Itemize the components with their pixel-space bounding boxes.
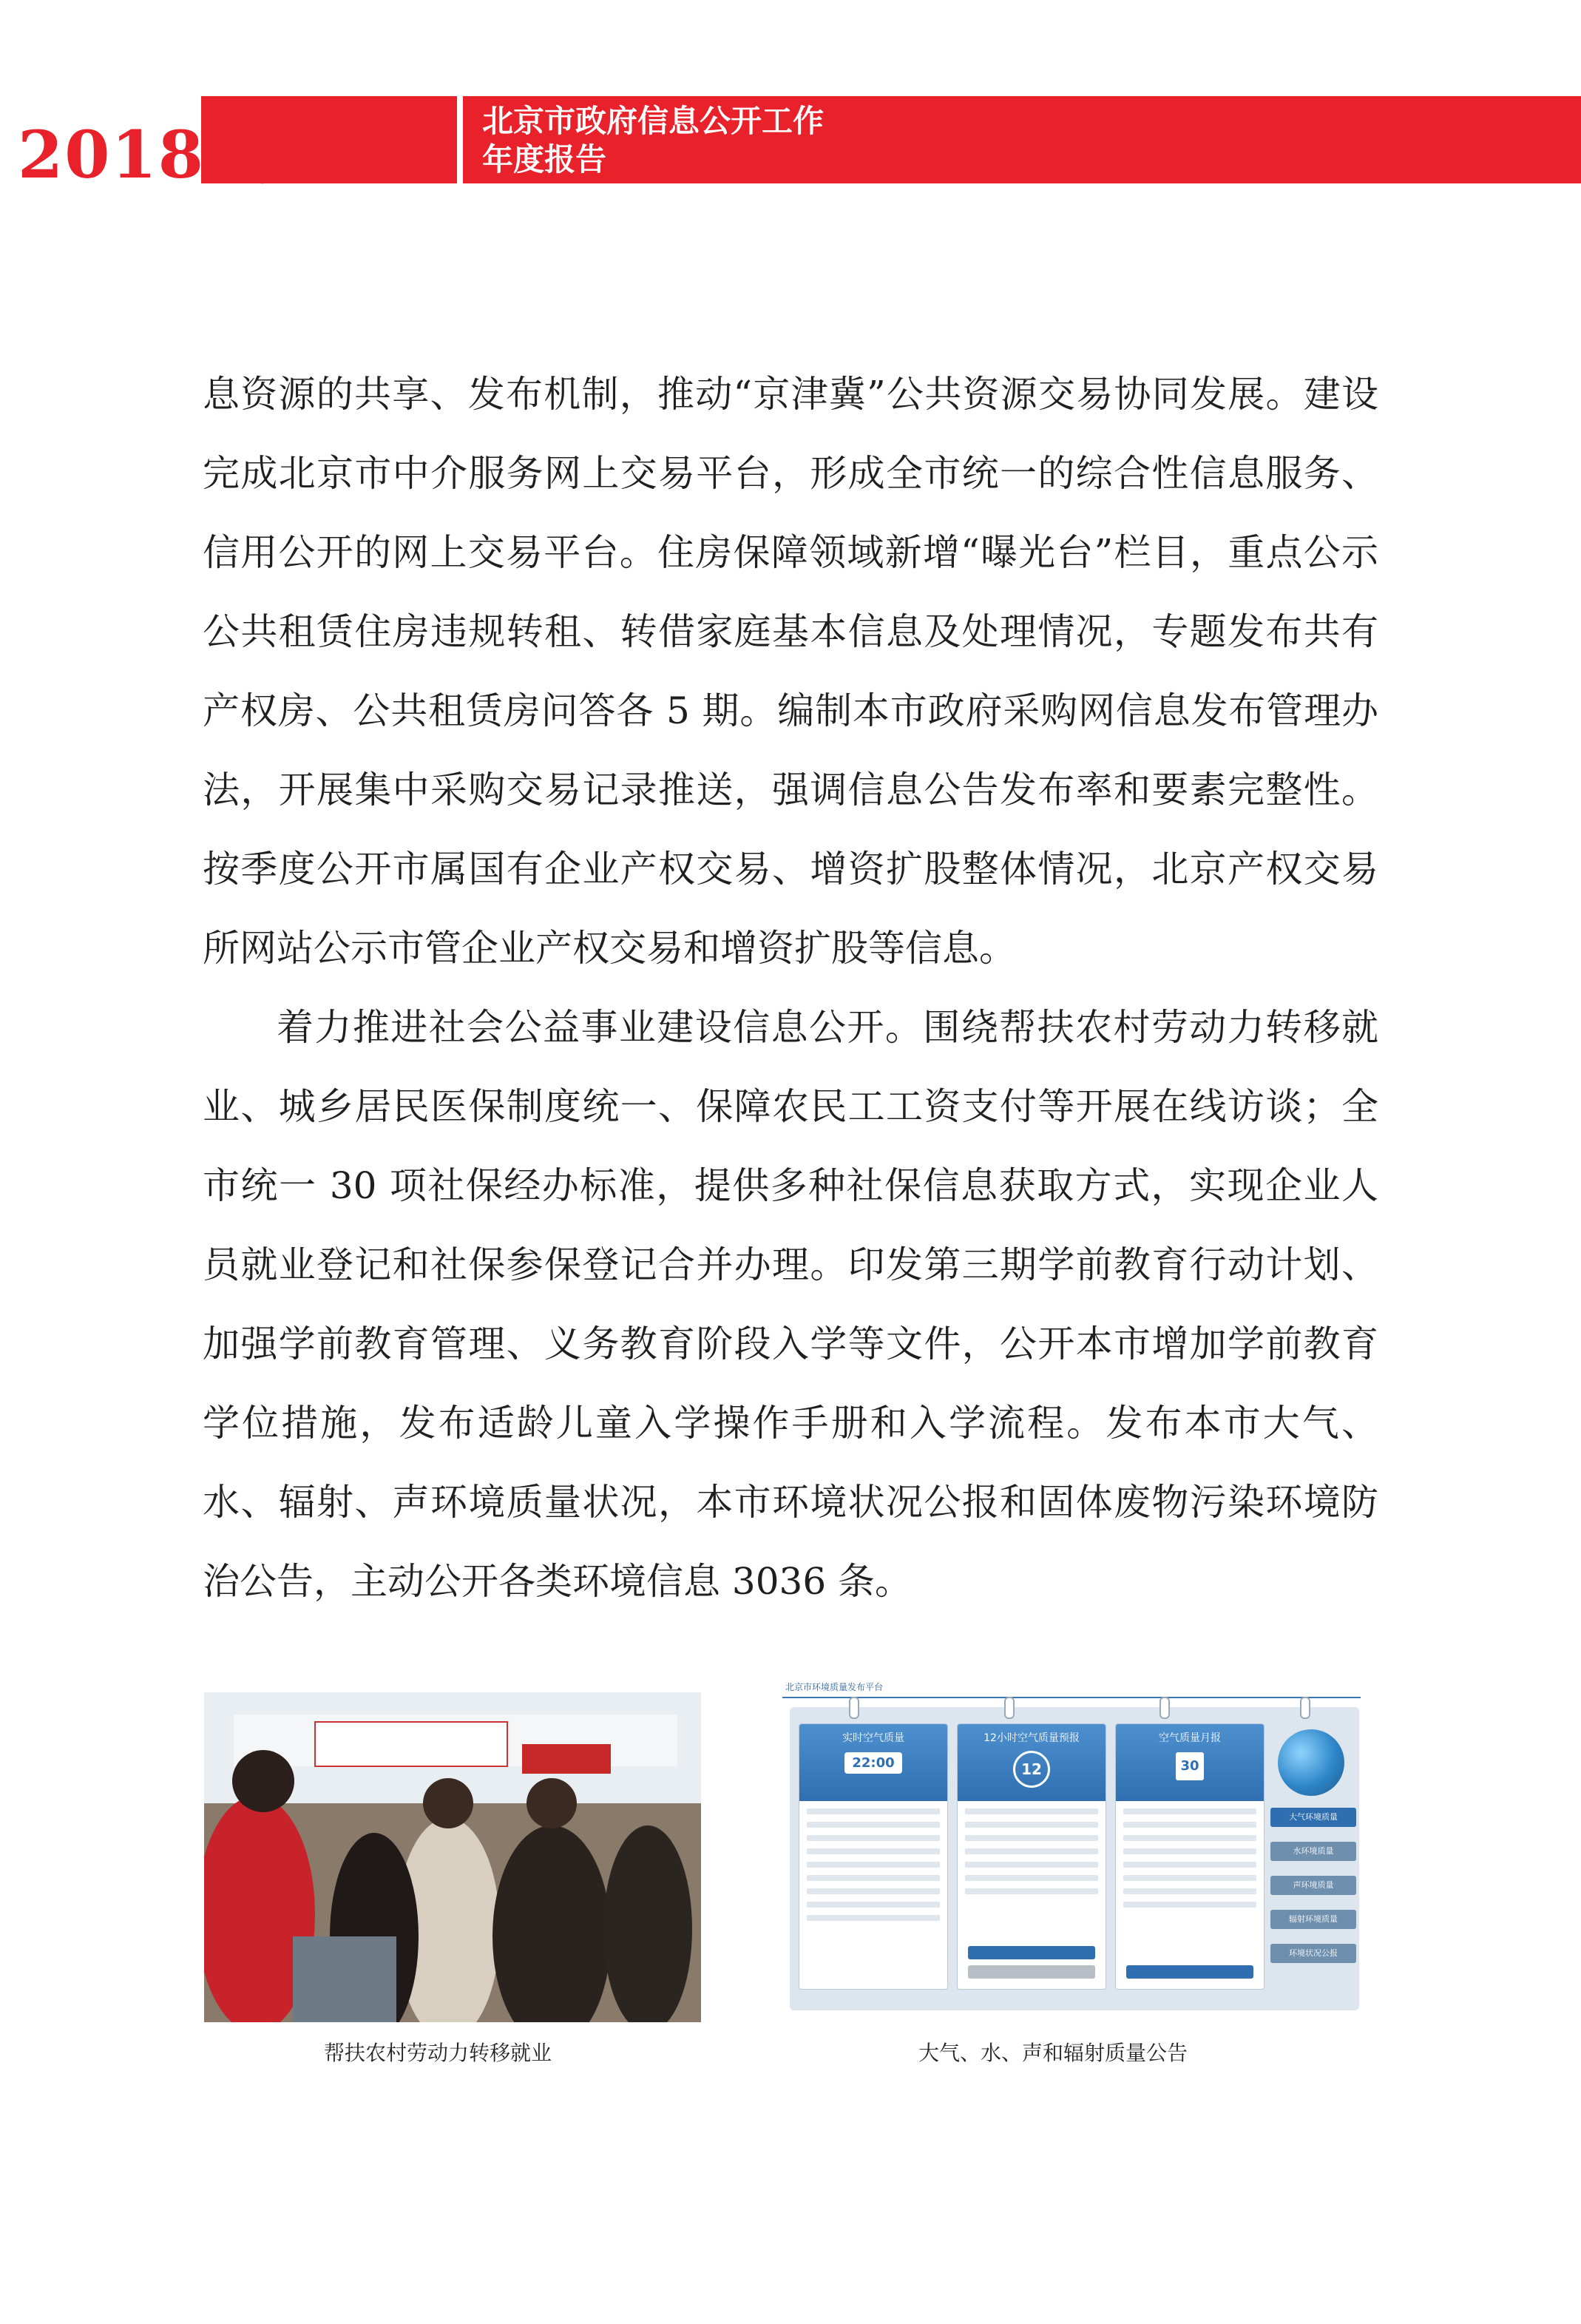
side-tab-water[interactable]: 水环境质量: [1270, 1842, 1356, 1861]
photo-rural-employment: [204, 1692, 701, 2022]
header-divider: [457, 96, 463, 183]
binder-ring: [1300, 1697, 1310, 1719]
side-tab-radiation[interactable]: 辐射环境质量: [1270, 1910, 1356, 1929]
portal-title: 北京市环境质量发布平台: [785, 1682, 884, 1692]
portal-panel: [790, 1707, 1359, 2010]
side-tab-bulletin[interactable]: 环境状况公报: [1270, 1944, 1356, 1963]
header-year: 2018 年: [18, 116, 296, 193]
forecast-button[interactable]: [968, 1946, 1095, 1959]
card-title: 实时空气质量: [842, 1732, 904, 1744]
report-button[interactable]: [1126, 1965, 1253, 1979]
card-title: 12小时空气质量预报: [984, 1732, 1080, 1744]
card-forecast: [957, 1723, 1106, 1990]
header-title-line2: 年度报告: [482, 141, 607, 178]
paragraph: 息资源的共享、发布机制，推动“京津冀”公共资源交易协同发展。建设完成北京市中介服务网上交易平台，形成全市统一的综合性信息服务、信用公开的网上交易平台。住房保障领域新增“曝光台”栏目，重点公示公共租赁住房违规转租、转借家庭基本信息及处理情况，专题发布共有产权房、公共租赁房问答各 5 期。编制本市政府采购网信息发布管理办法，开展集中采购交易记录推送，强调信息公告发布率和要素完整性。按季度公开市属国有企业产权交易、增资扩股整体情况，北京产权交易所网站公示市管企业产权交易和增资扩股等信息。: [203, 373, 1378, 970]
side-tab-noise[interactable]: 声环境质量: [1270, 1876, 1356, 1895]
caption-left: 帮扶农村劳动力转移就业: [324, 2041, 552, 2065]
paragraph: 着力推进社会公益事业建设信息公开。围绕帮扶农村劳动力转移就业、城乡居民医保制度统一、保障农民工工资支付等开展在线访谈；全市统一 30 项社保经办标准，提供多种社保信息获取方式，实现企业人员就业登记和社保参保登记合并办理。印发第三期学前教育行动计划、加强学前教育管理、义务教育阶段入学等文件，公开本市增加学前教育学位措施，发布适龄儿童入学操作手册和入学流程。发布本市大气、水、辐射、声环境质量状况，本市环境状况公报和固体废物污染环境防治公告，主动公开各类环境信息 3036 条。: [203, 1006, 1378, 1603]
card-title: 空气质量月报: [1159, 1732, 1221, 1744]
globe-icon: [1278, 1729, 1344, 1796]
environment-portal-screenshot: [782, 1678, 1361, 2018]
header-year-block: [0, 96, 296, 193]
calendar-icon: 30: [1176, 1752, 1204, 1780]
card-realtime-air: [799, 1723, 948, 1990]
binder-ring: [849, 1697, 859, 1719]
forecast-secondary-button[interactable]: [968, 1965, 1095, 1979]
caption-right: 大气、水、声和辐射质量公告: [918, 2041, 1188, 2065]
card-time: 22:00: [844, 1752, 901, 1774]
binder-ring: [1004, 1697, 1015, 1719]
portal-header: [782, 1678, 1361, 1698]
photo-illustration: [204, 1692, 701, 2022]
card-monthly-report: [1115, 1723, 1265, 1990]
card-number: 12: [1013, 1751, 1050, 1788]
header-title-line1: 北京市政府信息公开工作: [482, 103, 825, 139]
body-text: [203, 355, 1378, 1621]
binder-ring: [1159, 1697, 1170, 1719]
side-tab-air[interactable]: 大气环境质量: [1270, 1808, 1356, 1827]
header-title: [482, 102, 824, 179]
